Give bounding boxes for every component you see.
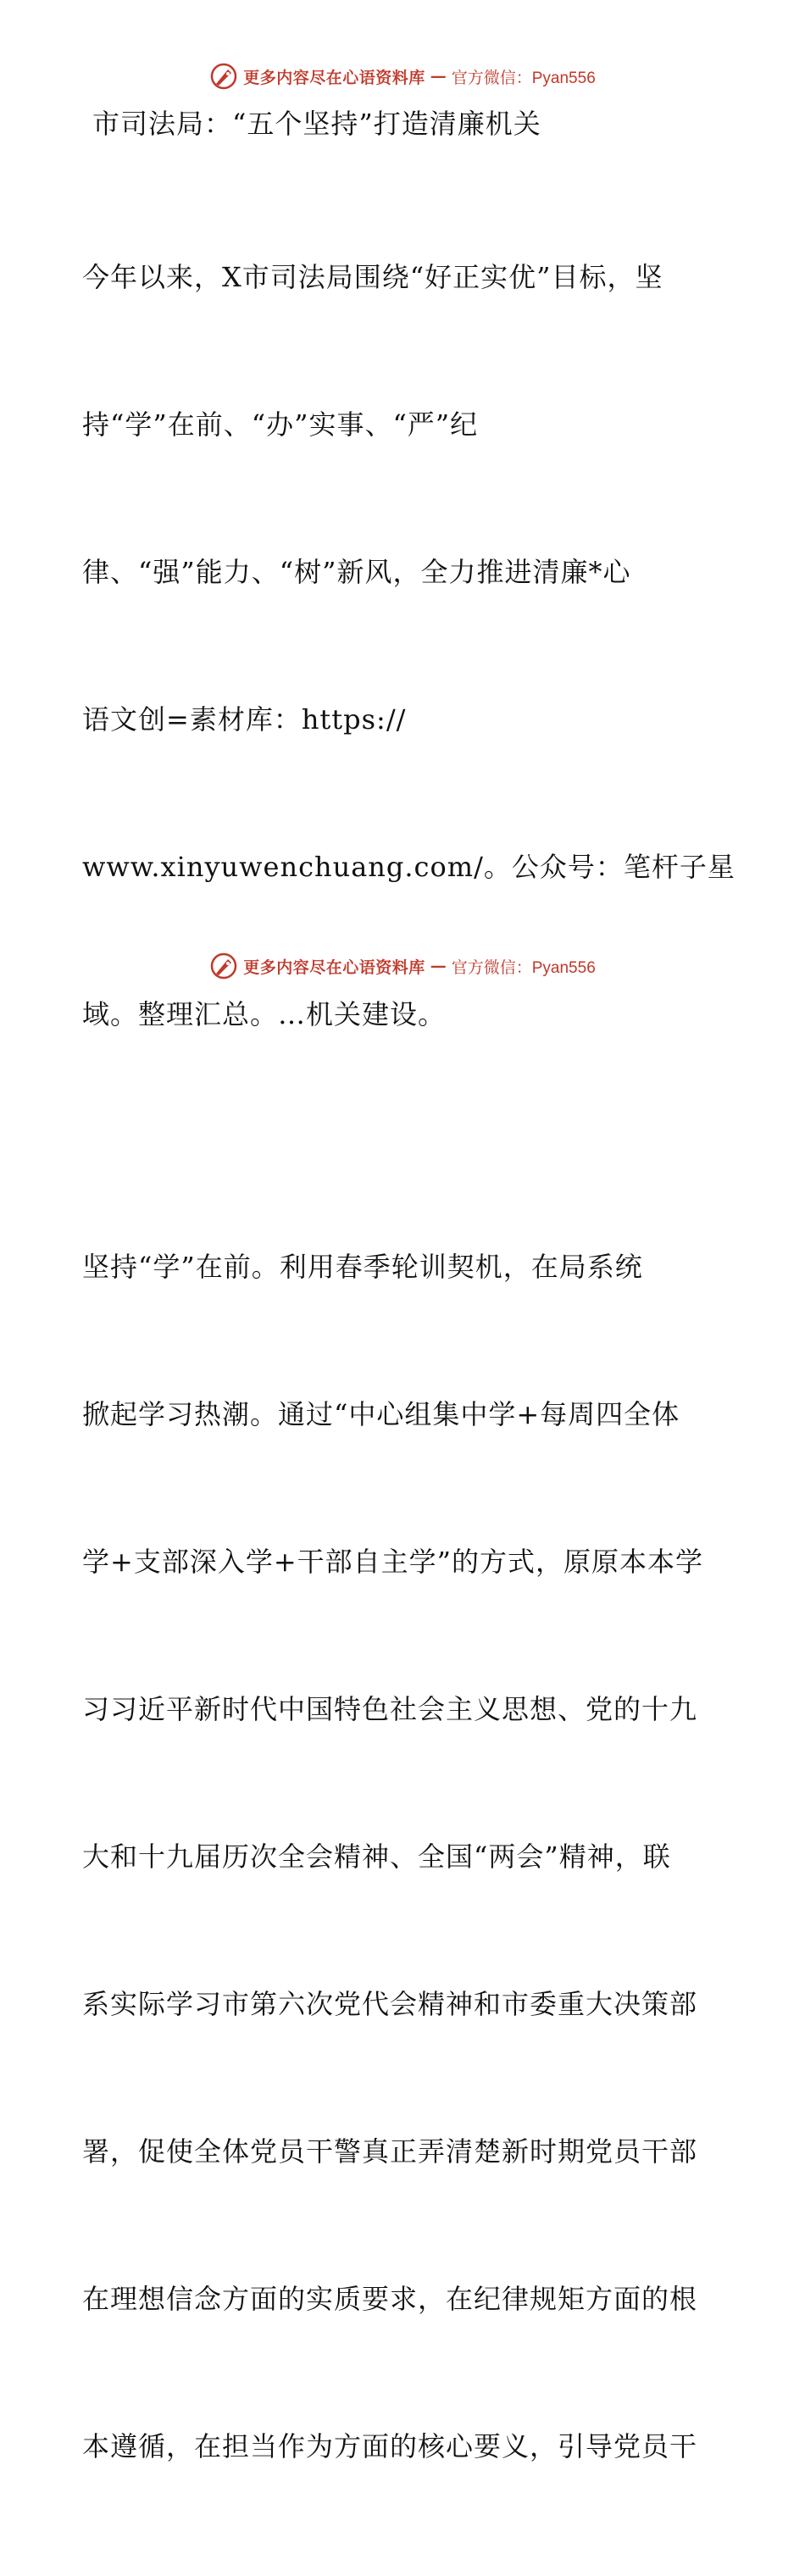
document-body bbox=[82, 100, 736, 2576]
document-title: 市司法局：“五个坚持”打造清廉机关 bbox=[92, 108, 541, 140]
paragraph-intro bbox=[82, 154, 736, 1137]
banner-wechat: 官方微信：Pyan556 bbox=[451, 958, 596, 977]
text-line: www.xinyuwenchuang.com/。公众号：笔杆子星 bbox=[82, 851, 736, 883]
banner-dash: — bbox=[430, 957, 447, 975]
banner-dash: — bbox=[430, 67, 447, 86]
text-line: 今年以来，X市司法局围绕“好正实优”目标，坚 bbox=[82, 261, 663, 293]
pen-nib-logo-icon bbox=[209, 952, 238, 980]
text-line: 持“学”在前、“办”实事、“严”纪 bbox=[82, 408, 479, 441]
text-line: 系实际学习市第六次党代会精神和市委重大决策部 bbox=[82, 1988, 698, 2020]
text-line: 在理想信念方面的实质要求，在纪律规矩方面的根 bbox=[82, 2283, 698, 2315]
banner-wechat: 官方微信：Pyan556 bbox=[451, 69, 596, 87]
text-line: 学+支部深入学+干部自主学”的方式，原原本本学 bbox=[82, 1546, 703, 1578]
banner-text: 更多内容尽在心语资料库 bbox=[243, 68, 425, 87]
footer-banner bbox=[0, 949, 805, 983]
banner-text: 更多内容尽在心语资料库 bbox=[243, 958, 425, 977]
paragraph-study-first bbox=[82, 1144, 726, 2569]
text-line: 大和十九届历次全会精神、全国“两会”精神，联 bbox=[82, 1840, 671, 1873]
text-line: 坚持“学”在前。利用春季轮训契机，在局系统 bbox=[82, 1251, 643, 1283]
text-line: 掀起学习热潮。通过“中心组集中学+每周四全体 bbox=[82, 1398, 680, 1430]
text-line: 语文创=素材库：https:// bbox=[82, 703, 407, 736]
text-line: 域。整理汇总。…机关建设。 bbox=[82, 998, 447, 1030]
text-line: 律、“强”能力、“树”新风，全力推进清廉*心 bbox=[82, 556, 631, 588]
text-line: 本遵循，在担当作为方面的核心要义，引导党员干 bbox=[82, 2430, 698, 2462]
header-banner bbox=[0, 59, 805, 93]
text-line: 习习近平新时代中国特色社会主义思想、党的十九 bbox=[82, 1693, 698, 1725]
text-line: 署，促使全体党员干警真正弄清楚新时期党员干部 bbox=[82, 2135, 698, 2168]
pen-nib-logo-icon bbox=[209, 62, 238, 91]
